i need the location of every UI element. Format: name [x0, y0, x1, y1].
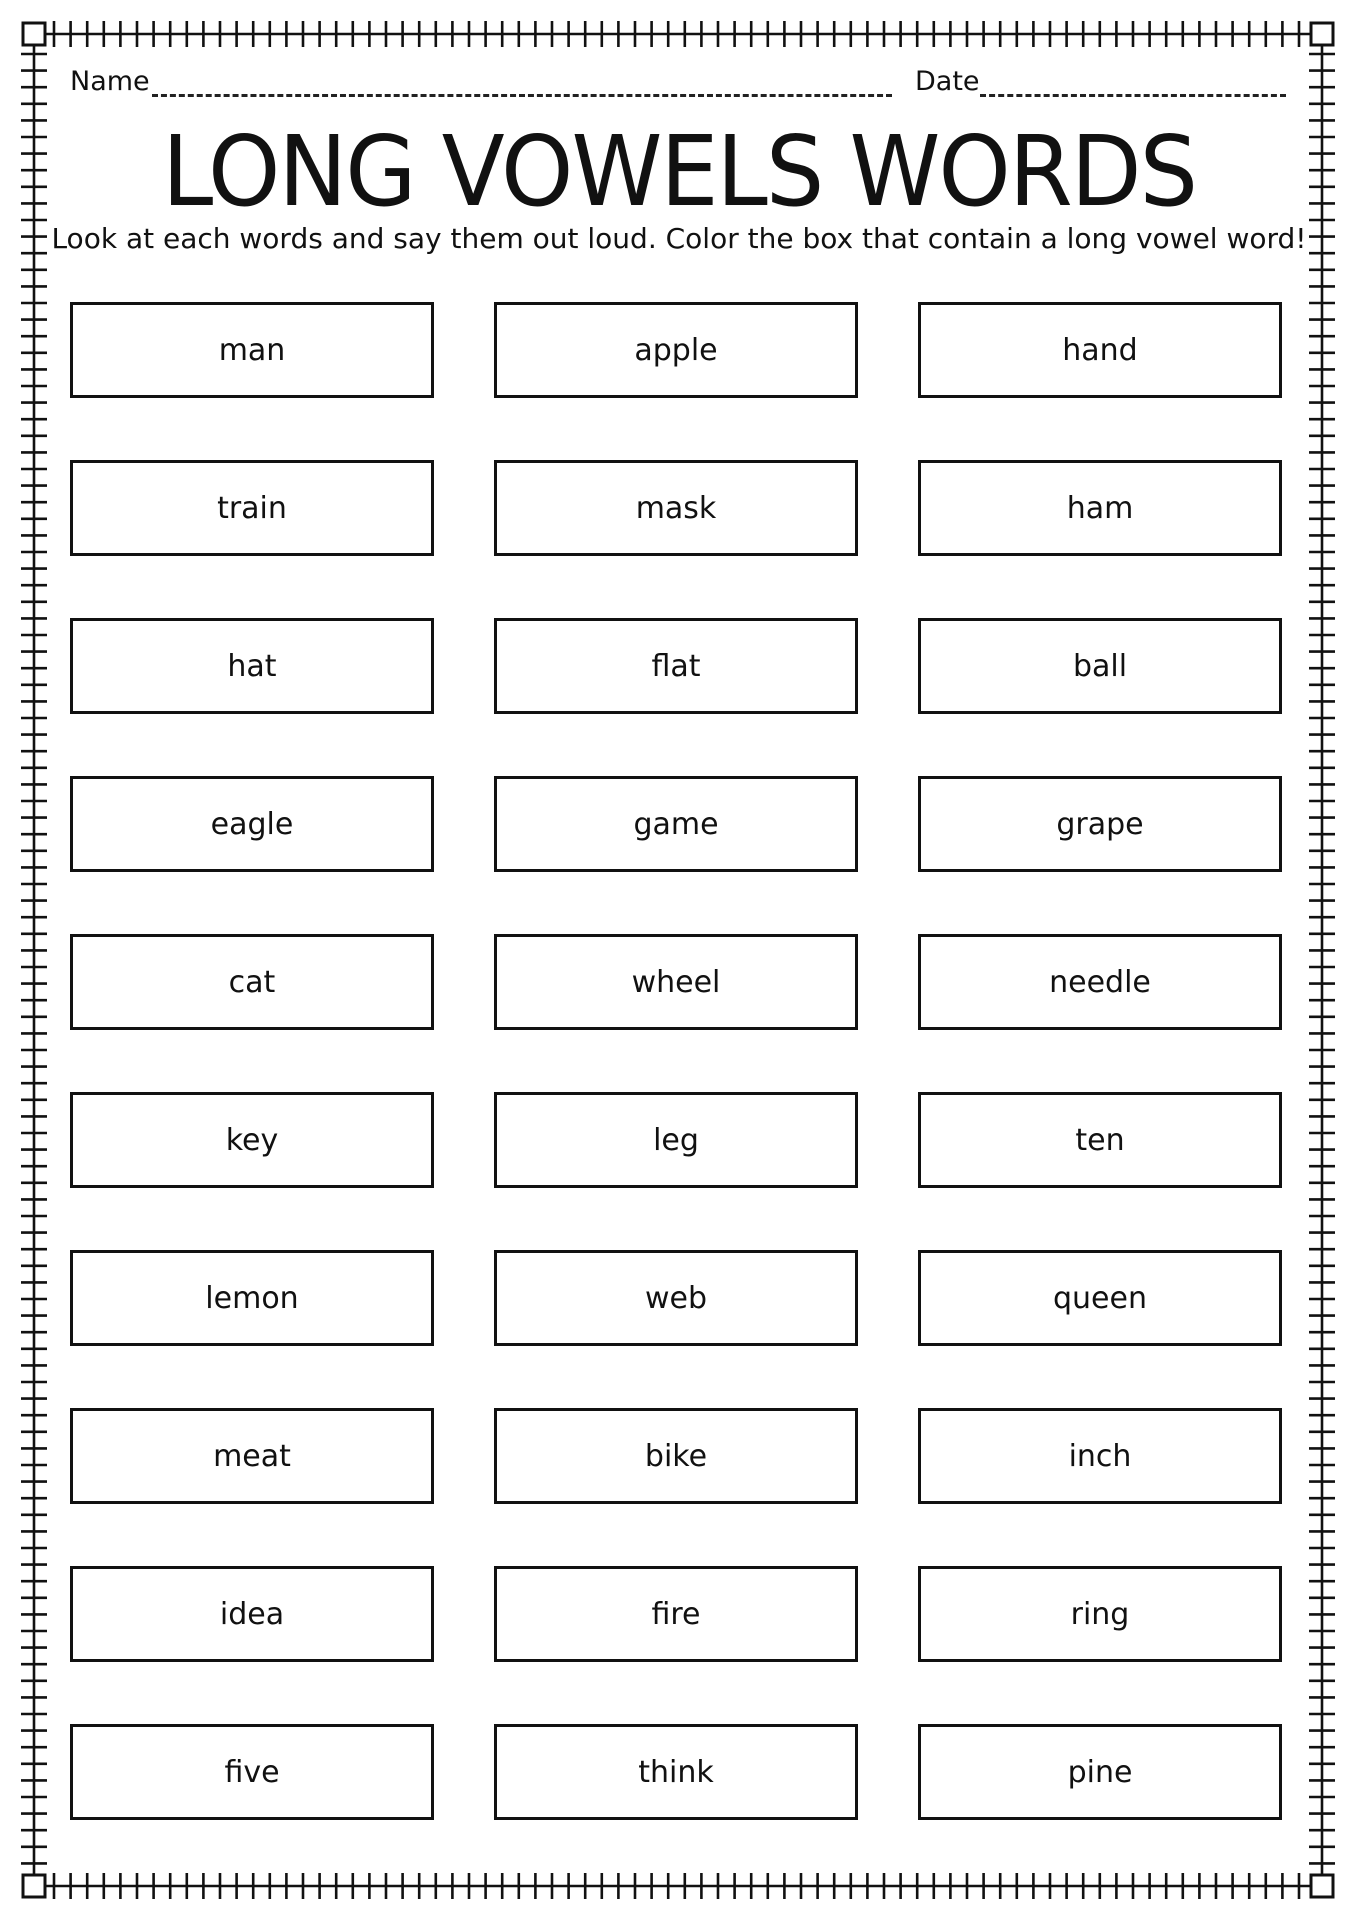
word-box[interactable]: needle — [918, 934, 1282, 1030]
word-box[interactable]: leg — [494, 1092, 858, 1188]
word-box[interactable]: queen — [918, 1250, 1282, 1346]
word-box[interactable]: lemon — [70, 1250, 434, 1346]
word-box[interactable]: train — [70, 460, 434, 556]
word-box[interactable]: hand — [918, 302, 1282, 398]
corner-square — [1311, 1875, 1333, 1897]
corner-square — [1311, 23, 1333, 45]
word-box[interactable]: grape — [918, 776, 1282, 872]
word-box[interactable]: pine — [918, 1724, 1282, 1820]
word-box[interactable]: meat — [70, 1408, 434, 1504]
word-box[interactable]: apple — [494, 302, 858, 398]
name-field[interactable] — [152, 94, 892, 97]
word-box[interactable]: inch — [918, 1408, 1282, 1504]
corner-square — [23, 23, 45, 45]
name-label: Name — [70, 66, 150, 97]
word-box[interactable]: flat — [494, 618, 858, 714]
word-grid — [70, 302, 1290, 1824]
date-label: Date — [915, 66, 980, 97]
word-box[interactable]: fire — [494, 1566, 858, 1662]
word-box[interactable]: idea — [70, 1566, 434, 1662]
word-box[interactable]: five — [70, 1724, 434, 1820]
word-box[interactable]: wheel — [494, 934, 858, 1030]
word-box[interactable]: ring — [918, 1566, 1282, 1662]
word-box[interactable]: mask — [494, 460, 858, 556]
date-field[interactable] — [980, 94, 1286, 97]
word-box[interactable]: hat — [70, 618, 434, 714]
header-row — [70, 62, 1290, 102]
worksheet-title: LONG VOWELS WORDS — [161, 114, 1197, 229]
word-box[interactable]: key — [70, 1092, 434, 1188]
word-box[interactable]: ten — [918, 1092, 1282, 1188]
word-box[interactable]: cat — [70, 934, 434, 1030]
word-box[interactable]: game — [494, 776, 858, 872]
word-box[interactable]: web — [494, 1250, 858, 1346]
word-box[interactable]: man — [70, 302, 434, 398]
word-box[interactable]: eagle — [70, 776, 434, 872]
word-box[interactable]: bike — [494, 1408, 858, 1504]
word-box[interactable]: ball — [918, 618, 1282, 714]
corner-square — [23, 1875, 45, 1897]
word-box[interactable]: ham — [918, 460, 1282, 556]
instructions: Look at each words and say them out loud. Color the box that contain a long vowel word! — [51, 222, 1307, 255]
word-box[interactable]: think — [494, 1724, 858, 1820]
